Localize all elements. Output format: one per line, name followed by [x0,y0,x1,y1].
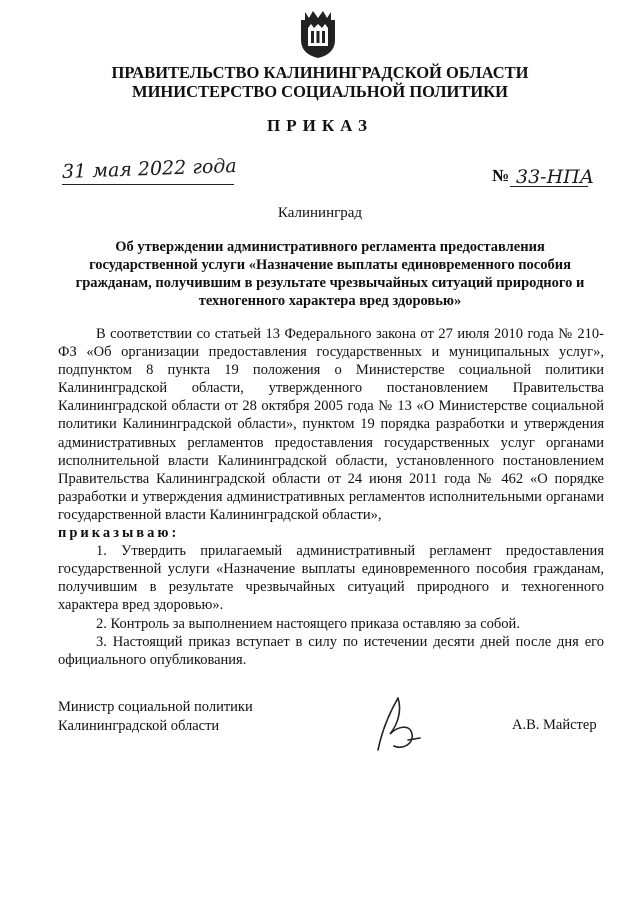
preamble-paragraph: В соответствии со статьей 13 Федерального закона от 27 июля 2010 года № 210-ФЗ «Об организации предоставления государственных и муниципальных услуг», подпунктом 8 пункта 19 положения о Министерстве социальной политики Калининградской области, утвержденного постановлением Правительства Калининградской области от 28 октября 2005 года № 13 «О Министерстве социальной политики Калининградской области», пунктом 19 порядка разработки и утверждения административных регламентов предоставления государственных услуг органами исполнительной власти Калининградской области, установленного постановлением Правительства Калининградской области от 24 июня 2011 года № 462 «О порядке разработки и утверждения административных регламентов исполнительными органами государственной власти Калининградской области», [58,326,604,523]
handwritten-signature [368,690,438,760]
order-word: приказываю: [58,525,180,542]
document-type: ПРИКАЗ [267,116,373,135]
number-underline [510,186,588,187]
signatory-name: А.В. Майстер [512,717,597,733]
signatory-position [58,698,253,735]
order-item-1: 1. Утвердить прилагаемый административный регламент предоставления государственной услуги «Назначение выплаты единовременного пособия гражданам, получившим в результате чрезвычайных ситуаций природного и техногенного характера вред здоровью». [58,543,604,614]
city-name: Калининград [277,205,363,221]
government-title: ПРАВИТЕЛЬСТВО КАЛИНИНГРАДСКОЙ ОБЛАСТИ [111,63,529,82]
date-underline [62,184,234,185]
order-body [58,325,604,669]
signatory-position-line2: Калининградской области [58,717,220,734]
signatory-position-line1: Министр социальной политики [58,699,253,715]
order-item-3: 3. Настоящий приказ вступает в силу по истечении десяти дней после дня его официального опубликования. [58,633,604,668]
number-prefix: № [492,166,510,185]
coat-of-arms-icon [291,6,345,60]
order-item-2: 2. Контроль за выполнением настоящего приказа оставляю за собой. [96,615,520,632]
handwritten-date: 31 мая 2022 года [61,154,238,184]
ministry-title: МИНИСТЕРСТВО СОЦИАЛЬНОЙ ПОЛИТИКИ [132,82,508,101]
order-title: Об утверждении административного регламента предоставления государственной услуги «Назначение выплаты единовременного пособия гражданам, получившим в результате чрезвычайных ситуаций природного и техногенного характера вред здоровью» [75,239,585,309]
handwritten-number: 33-НПА [516,166,595,188]
